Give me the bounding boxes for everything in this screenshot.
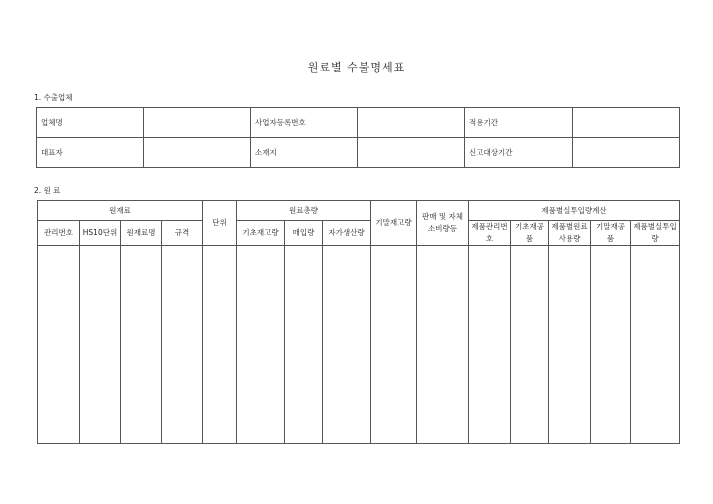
- header-ending-stock: 기말재고량: [371, 201, 417, 246]
- cell-sales-consumption[interactable]: [417, 246, 469, 444]
- cell-self-production[interactable]: [323, 246, 371, 444]
- table-row: [37, 138, 680, 168]
- header-row-sub: [38, 221, 680, 246]
- label-company-name: 업체명: [37, 108, 144, 138]
- raw-material-table: [37, 200, 680, 444]
- header-sales-line2: 소비량등: [428, 224, 457, 233]
- input-company-name[interactable]: [144, 108, 251, 138]
- header-mgmt-no: 관리번호: [38, 221, 80, 246]
- page-title: 원료별 수불명세표: [307, 61, 406, 74]
- label-applicable-period: 적용기간: [465, 108, 573, 138]
- cell-prod-raw-use[interactable]: [549, 246, 591, 444]
- label-report-period: 신고대상기간: [465, 138, 573, 168]
- header-purchase: 매입량: [285, 221, 323, 246]
- section-heading-exporter: 1. 수출업체: [34, 93, 73, 102]
- input-representative[interactable]: [144, 138, 251, 168]
- cell-mgmt-no[interactable]: [38, 246, 80, 444]
- header-row-top: [38, 201, 680, 221]
- cell-prod-ending[interactable]: [591, 246, 631, 444]
- header-sales-line1: 판매 및 자체: [422, 212, 463, 221]
- cell-prod-mgmt-no[interactable]: [469, 246, 511, 444]
- header-sales-consumption: [417, 201, 469, 246]
- cell-prod-actual-input[interactable]: [631, 246, 680, 444]
- header-prod-raw-use: 제품별원료사용량: [549, 221, 591, 246]
- header-product-calc: 제품별실투입량계산: [469, 201, 680, 221]
- header-opening-stock: 기초재고량: [237, 221, 285, 246]
- header-prod-opening: 기초재공품: [511, 221, 549, 246]
- table-row: [37, 108, 680, 138]
- cell-unit[interactable]: [203, 246, 237, 444]
- input-applicable-period[interactable]: [573, 108, 680, 138]
- input-report-period[interactable]: [573, 138, 680, 168]
- label-business-reg-no: 사업자등록번호: [251, 108, 358, 138]
- cell-material-name[interactable]: [121, 246, 162, 444]
- header-hs10: HS10단위: [80, 221, 121, 246]
- input-address[interactable]: [358, 138, 465, 168]
- cell-opening-stock[interactable]: [237, 246, 285, 444]
- header-self-production: 자가생산량: [323, 221, 371, 246]
- cell-spec[interactable]: [162, 246, 203, 444]
- header-material-name: 원재료명: [121, 221, 162, 246]
- header-raw-material: 원재료: [38, 201, 203, 221]
- input-business-reg-no[interactable]: [358, 108, 465, 138]
- label-representative: 대표자: [37, 138, 144, 168]
- cell-purchase[interactable]: [285, 246, 323, 444]
- header-prod-mgmt-no: 제품관리번호: [469, 221, 511, 246]
- cell-ending-stock[interactable]: [371, 246, 417, 444]
- header-raw-total: 원료총량: [237, 201, 371, 221]
- header-unit: 단위: [203, 201, 237, 246]
- header-spec: 규격: [162, 221, 203, 246]
- header-prod-ending: 기말재공품: [591, 221, 631, 246]
- cell-hs10[interactable]: [80, 246, 121, 444]
- label-address: 소재지: [251, 138, 358, 168]
- table-row: [38, 246, 680, 444]
- section-heading-raw-material: 2. 원 료: [34, 186, 61, 195]
- cell-prod-opening[interactable]: [511, 246, 549, 444]
- exporter-info-table: [36, 107, 680, 168]
- header-prod-actual-input: 제품별실투입량: [631, 221, 680, 246]
